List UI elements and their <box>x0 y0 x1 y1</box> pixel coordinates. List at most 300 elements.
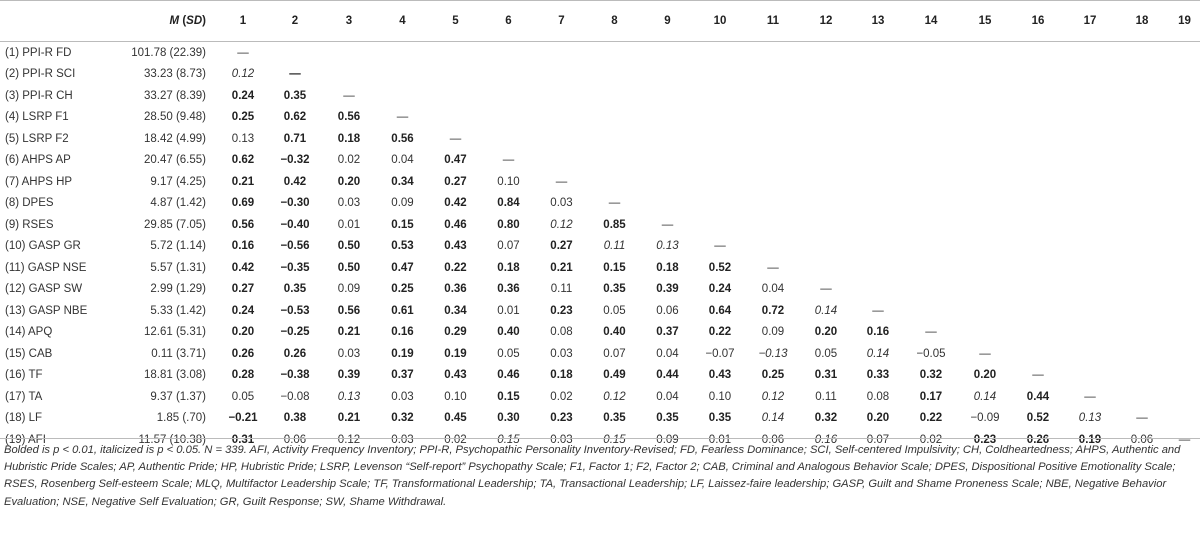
empty-cell <box>958 322 1012 344</box>
correlation-cell: 0.25 <box>391 283 414 296</box>
empty-cell <box>535 150 588 172</box>
correlation-cell: 0.18 <box>550 369 573 382</box>
correlation-cell: −0.13 <box>758 347 788 360</box>
correlation-cell: 0.11 <box>815 390 837 403</box>
empty-cell <box>1012 128 1064 150</box>
header-col-2: 2 <box>291 15 299 27</box>
empty-cell <box>1116 64 1168 86</box>
correlation-cell: 0.40 <box>603 326 626 339</box>
correlation-cell: 0.43 <box>444 369 467 382</box>
header-col-13: 13 <box>871 15 885 27</box>
header-col-1: 1 <box>239 15 247 27</box>
correlation-cell: 0.05 <box>497 347 520 360</box>
empty-cell <box>746 107 800 129</box>
correlation-cell: 0.20 <box>973 369 997 382</box>
header-col-17: 17 <box>1083 15 1097 27</box>
empty-cell <box>904 150 958 172</box>
correlation-cell: 0.32 <box>919 369 943 382</box>
correlation-cell: 0.26 <box>231 347 255 360</box>
empty-cell <box>904 107 958 129</box>
correlation-cell: 0.02 <box>444 433 467 446</box>
empty-cell <box>1116 42 1168 64</box>
empty-cell <box>1168 279 1200 301</box>
correlation-cell: 0.29 <box>444 326 467 339</box>
diagonal-cell: — <box>1136 412 1148 425</box>
correlation-cell: 0.16 <box>814 433 838 446</box>
row-mean-sd: 20.47 (6.55) <box>143 154 206 167</box>
empty-cell <box>1168 193 1200 215</box>
empty-cell <box>958 171 1012 193</box>
correlation-cell: 0.46 <box>497 369 520 382</box>
empty-cell <box>800 42 852 64</box>
empty-cell <box>746 171 800 193</box>
correlation-cell: 0.15 <box>497 390 520 403</box>
empty-cell <box>1168 107 1200 129</box>
correlation-cell: 0.37 <box>656 326 679 339</box>
empty-cell <box>694 214 746 236</box>
correlation-cell: 0.38 <box>283 412 307 425</box>
empty-cell <box>852 150 904 172</box>
empty-cell <box>746 193 800 215</box>
empty-cell <box>800 107 852 129</box>
empty-cell <box>746 214 800 236</box>
row-label: (18) LF <box>5 412 43 425</box>
diagonal-cell: — <box>555 175 568 188</box>
table-row <box>0 257 1200 279</box>
table-row <box>0 279 1200 301</box>
correlation-cell: 0.69 <box>231 197 255 210</box>
note-divider <box>0 438 1200 439</box>
empty-cell <box>1012 279 1064 301</box>
row-mean-sd: 11.57 (10.38) <box>138 433 206 446</box>
empty-cell <box>958 193 1012 215</box>
empty-cell <box>746 236 800 258</box>
row-mean-sd: 12.61 (5.31) <box>143 326 206 339</box>
empty-cell <box>588 107 641 129</box>
correlation-cell: 0.20 <box>231 326 255 339</box>
empty-cell <box>641 150 694 172</box>
empty-cell <box>694 85 746 107</box>
correlation-cell: 0.56 <box>231 218 255 231</box>
row-mean-sd: 5.72 (1.14) <box>150 240 206 253</box>
row-mean-sd: 5.57 (1.31) <box>150 261 206 274</box>
header-col-8: 8 <box>611 15 618 27</box>
correlation-cell: 0.22 <box>708 326 732 339</box>
correlation-cell: 0.44 <box>656 369 679 382</box>
table-row <box>0 343 1200 365</box>
correlation-cell: 0.25 <box>231 111 255 124</box>
empty-cell <box>1168 343 1200 365</box>
row-label: (4) LSRP F1 <box>5 111 69 124</box>
correlation-cell: 0.12 <box>603 390 626 403</box>
correlation-cell: 0.40 <box>497 326 520 339</box>
correlation-cell: 0.31 <box>814 369 838 382</box>
empty-cell <box>958 42 1012 64</box>
empty-cell <box>1116 365 1168 387</box>
empty-cell <box>1116 214 1168 236</box>
empty-cell <box>641 42 694 64</box>
correlation-cell: 0.26 <box>1026 433 1050 446</box>
correlation-cell: 0.72 <box>761 304 785 317</box>
empty-cell <box>1168 85 1200 107</box>
empty-cell <box>482 42 535 64</box>
correlation-cell: −0.08 <box>280 390 310 403</box>
correlation-cell: 0.02 <box>337 154 361 167</box>
correlation-cell: 0.14 <box>814 304 838 317</box>
empty-cell <box>641 107 694 129</box>
row-mean-sd: 18.42 (4.99) <box>143 132 206 145</box>
empty-cell <box>1168 150 1200 172</box>
correlation-cell: 0.49 <box>603 369 626 382</box>
correlation-cell: 0.12 <box>761 390 785 403</box>
empty-cell <box>746 150 800 172</box>
empty-cell <box>588 64 641 86</box>
empty-cell <box>1168 128 1200 150</box>
empty-cell <box>1012 85 1064 107</box>
row-mean-sd: 18.81 (3.08) <box>143 369 206 382</box>
empty-cell <box>800 193 852 215</box>
empty-cell <box>1064 193 1116 215</box>
correlation-cell: 0.64 <box>708 304 732 317</box>
row-label: (11) GASP NSE <box>5 261 87 274</box>
empty-cell <box>429 64 482 86</box>
row-mean-sd: 101.78 (22.39) <box>131 46 206 59</box>
header-col-14: 14 <box>924 15 938 27</box>
empty-cell <box>1064 128 1116 150</box>
row-mean-sd: 9.17 (4.25) <box>150 175 206 188</box>
empty-cell <box>852 107 904 129</box>
empty-cell <box>1116 107 1168 129</box>
empty-cell <box>852 171 904 193</box>
empty-cell <box>641 193 694 215</box>
table-row <box>0 408 1200 430</box>
empty-cell <box>746 128 800 150</box>
correlation-cell: 0.03 <box>337 347 361 360</box>
empty-cell <box>429 85 482 107</box>
correlation-cell: 0.16 <box>231 240 255 253</box>
diagonal-cell: — <box>925 326 937 339</box>
correlation-cell: 0.22 <box>919 412 943 425</box>
empty-cell <box>1168 257 1200 279</box>
empty-cell <box>535 85 588 107</box>
empty-cell <box>641 85 694 107</box>
correlation-cell: −0.21 <box>228 412 258 425</box>
correlation-cell: 0.50 <box>337 240 361 253</box>
table-row <box>0 64 1200 86</box>
empty-cell <box>1116 150 1168 172</box>
correlation-cell: 0.45 <box>444 412 467 425</box>
empty-cell <box>588 150 641 172</box>
header-col-15: 15 <box>978 15 992 27</box>
correlation-cell: 0.19 <box>391 347 414 360</box>
empty-cell <box>904 279 958 301</box>
empty-cell <box>588 128 641 150</box>
empty-cell <box>1064 64 1116 86</box>
empty-cell <box>800 150 852 172</box>
correlation-cell: 0.34 <box>444 304 467 317</box>
row-label: (19) AFI <box>5 433 46 446</box>
empty-cell <box>376 85 429 107</box>
table-row <box>0 322 1200 344</box>
empty-cell <box>1168 42 1200 64</box>
correlation-cell: 0.52 <box>708 261 732 274</box>
empty-cell <box>1064 257 1116 279</box>
empty-cell <box>800 236 852 258</box>
correlation-cell: 0.13 <box>337 390 361 403</box>
correlation-cell: 0.35 <box>603 283 626 296</box>
correlation-cell: −0.07 <box>705 347 735 360</box>
empty-cell <box>1064 322 1116 344</box>
empty-cell <box>904 300 958 322</box>
correlation-cell: 0.09 <box>391 197 414 210</box>
correlation-cell: 0.10 <box>708 390 732 403</box>
empty-cell <box>429 42 482 64</box>
correlation-cell: 0.14 <box>761 412 785 425</box>
correlation-cell: 0.15 <box>391 218 414 231</box>
correlation-cell: 0.20 <box>337 175 361 188</box>
correlation-cell: 0.42 <box>444 197 467 210</box>
empty-cell <box>1064 150 1116 172</box>
empty-cell <box>694 150 746 172</box>
empty-cell <box>322 42 376 64</box>
empty-cell <box>958 214 1012 236</box>
correlation-cell: 0.16 <box>391 326 414 339</box>
correlation-cell: 0.35 <box>283 283 307 296</box>
empty-cell <box>746 42 800 64</box>
correlation-cell: 0.18 <box>337 132 361 145</box>
empty-cell <box>535 42 588 64</box>
correlation-cell: 0.04 <box>391 154 414 167</box>
row-mean-sd: 28.50 (9.48) <box>143 111 206 124</box>
empty-cell <box>958 236 1012 258</box>
empty-cell <box>1168 64 1200 86</box>
empty-cell <box>1064 85 1116 107</box>
correlation-cell: 0.19 <box>444 347 467 360</box>
empty-cell <box>641 128 694 150</box>
header-col-7: 7 <box>558 15 565 27</box>
correlation-cell: 0.35 <box>283 89 307 102</box>
correlation-cell: 0.24 <box>231 89 255 102</box>
correlation-cell: 0.31 <box>231 433 255 446</box>
diagonal-cell: — <box>661 218 674 231</box>
empty-cell <box>376 42 429 64</box>
correlation-cell: 0.12 <box>231 68 255 81</box>
empty-cell <box>694 128 746 150</box>
empty-cell <box>641 64 694 86</box>
correlation-cell: 0.43 <box>444 240 467 253</box>
correlation-cell: 0.61 <box>391 304 414 317</box>
diagonal-cell: — <box>1178 433 1191 446</box>
empty-cell <box>1012 343 1064 365</box>
correlation-cell: 0.15 <box>497 433 520 446</box>
diagonal-cell: — <box>343 89 355 102</box>
empty-cell <box>958 85 1012 107</box>
empty-cell <box>852 193 904 215</box>
correlation-cell: 0.07 <box>603 347 626 360</box>
table-row <box>0 171 1200 193</box>
correlation-cell: 0.03 <box>391 433 414 446</box>
table-row <box>0 214 1200 236</box>
empty-cell <box>588 85 641 107</box>
empty-cell <box>904 214 958 236</box>
empty-cell <box>1064 107 1116 129</box>
row-label: (7) AHPS HP <box>5 175 73 188</box>
empty-cell <box>1116 343 1168 365</box>
empty-cell <box>1116 171 1168 193</box>
correlation-cell: 0.46 <box>444 218 467 231</box>
correlation-cell: 0.04 <box>656 390 679 403</box>
empty-cell <box>746 85 800 107</box>
empty-cell <box>376 64 429 86</box>
correlation-cell: −0.05 <box>916 347 946 360</box>
table-row <box>0 300 1200 322</box>
empty-cell <box>958 300 1012 322</box>
empty-cell <box>904 257 958 279</box>
empty-cell <box>800 171 852 193</box>
empty-cell <box>429 107 482 129</box>
diagonal-cell: — <box>608 197 621 210</box>
empty-cell <box>1064 365 1116 387</box>
row-mean-sd: 0.11 (3.71) <box>151 347 206 360</box>
correlation-cell: 0.23 <box>973 433 997 446</box>
correlation-cell: 0.32 <box>391 412 414 425</box>
empty-cell <box>852 42 904 64</box>
empty-cell <box>1168 322 1200 344</box>
row-mean-sd: 33.27 (8.39) <box>143 89 206 102</box>
empty-cell <box>904 128 958 150</box>
row-mean-sd: 5.33 (1.42) <box>150 304 206 317</box>
correlation-cell: 0.16 <box>866 326 890 339</box>
correlation-cell: 0.26 <box>283 347 307 360</box>
empty-cell <box>1116 300 1168 322</box>
correlation-cell: 0.09 <box>761 326 785 339</box>
correlation-cell: 0.42 <box>231 261 255 274</box>
row-mean-sd: 9.37 (1.37) <box>150 390 206 403</box>
correlation-cell: 0.56 <box>337 304 361 317</box>
correlation-cell: 0.12 <box>337 433 361 446</box>
correlation-cell: 0.10 <box>444 390 467 403</box>
row-label: (13) GASP NBE <box>5 304 88 317</box>
correlation-cell: 0.23 <box>550 412 573 425</box>
empty-cell <box>1064 236 1116 258</box>
empty-cell <box>904 85 958 107</box>
row-label: (9) RSES <box>5 218 54 231</box>
empty-cell <box>482 64 535 86</box>
empty-cell <box>800 85 852 107</box>
table-row <box>0 85 1200 107</box>
empty-cell <box>852 64 904 86</box>
empty-cell <box>1012 236 1064 258</box>
diagonal-cell: — <box>714 240 726 253</box>
correlation-cell: 0.10 <box>497 175 520 188</box>
row-label: (6) AHPS AP <box>5 154 71 167</box>
correlation-cell: 0.27 <box>231 283 255 296</box>
correlation-cell: 0.15 <box>603 261 626 274</box>
empty-cell <box>958 128 1012 150</box>
diagonal-cell: — <box>396 111 409 124</box>
row-label: (15) CAB <box>5 347 53 360</box>
empty-cell <box>482 85 535 107</box>
header-col-12: 12 <box>819 15 833 27</box>
correlation-cell: 0.03 <box>550 433 573 446</box>
diagonal-cell: — <box>289 68 301 81</box>
row-label: (12) GASP SW <box>5 283 83 296</box>
correlation-cell: 0.07 <box>497 240 520 253</box>
correlation-cell: 0.30 <box>497 412 520 425</box>
empty-cell <box>694 42 746 64</box>
empty-cell <box>1168 300 1200 322</box>
correlation-cell: 0.01 <box>497 304 520 317</box>
correlation-cell: −0.53 <box>280 304 310 317</box>
empty-cell <box>958 64 1012 86</box>
empty-cell <box>852 279 904 301</box>
correlation-cell: 0.50 <box>337 261 361 274</box>
correlation-cell: 0.08 <box>866 390 890 403</box>
empty-cell <box>1012 42 1064 64</box>
correlation-cell: 0.11 <box>603 240 626 253</box>
header-col-19: 19 <box>1178 15 1191 27</box>
empty-cell <box>904 236 958 258</box>
correlation-cell: 0.15 <box>603 433 626 446</box>
correlation-cell: 0.02 <box>550 390 573 403</box>
row-label: (3) PPI-R CH <box>5 89 73 102</box>
empty-cell <box>958 107 1012 129</box>
correlation-cell: 0.01 <box>708 433 732 446</box>
correlation-cell: 0.53 <box>391 240 414 253</box>
table-row <box>0 386 1200 408</box>
empty-cell <box>1012 64 1064 86</box>
correlation-cell: 0.08 <box>550 326 573 339</box>
empty-cell <box>1168 408 1200 430</box>
empty-cell <box>694 64 746 86</box>
correlation-cell: 0.27 <box>444 175 467 188</box>
correlation-cell: 0.19 <box>1078 433 1102 446</box>
correlation-cell: 0.52 <box>1026 412 1050 425</box>
correlation-cell: −0.30 <box>280 197 310 210</box>
correlation-cell: 0.27 <box>550 240 573 253</box>
empty-cell <box>1064 300 1116 322</box>
empty-cell <box>1116 193 1168 215</box>
correlation-cell: 0.62 <box>231 154 255 167</box>
row-mean-sd: 2.99 (1.29) <box>150 283 206 296</box>
empty-cell <box>800 128 852 150</box>
correlation-cell: 0.56 <box>391 132 414 145</box>
header-mean-sd: M (SD) <box>169 15 206 27</box>
empty-cell <box>641 171 694 193</box>
empty-cell <box>1168 236 1200 258</box>
correlation-cell: 0.36 <box>497 283 520 296</box>
empty-cell <box>852 236 904 258</box>
empty-cell <box>1064 214 1116 236</box>
row-mean-sd: 4.87 (1.42) <box>150 197 206 210</box>
correlation-cell: −0.25 <box>280 326 310 339</box>
empty-cell <box>1012 171 1064 193</box>
empty-cell <box>1116 386 1168 408</box>
table-note: Bolded is p < 0.01, italicized is p < 0.05. N = 339. AFI, Activity Frequency Inventory; PPI-R, Psychopathic Personality Inventory-Revised; FD, Fearless Dominance; SCI, Self-centered Impulsivity; CH, Coldheartedness; AHPS, Authentic and Hubristic Pride Scales; AP, Authentic Pride; HP, Hubristic Pride; LSRP, Levenson “Self-report” Psychopathy Scale; F1, Factor 1; F2, Factor 2; CAB, Criminal and Analogous Behavior Scale; DPES, Dispositional Positive Emotionality Scale; RSES, Rosenberg Self-esteem Scale; MLQ, Multifactor Leadership Scale; TF, Transformational Leadership; TA, Transactional Leadership; LF, Laissez-faire leadership; GASP, Guilt and Shame Proneness Scale; NBE, Negative Behavior Evaluation; NSE, Negative Self Evaluation; GR, Guilt Response; SW, Shame Withdrawal. <box>4 444 1181 508</box>
correlation-cell: 0.09 <box>656 433 679 446</box>
header-col-6: 6 <box>505 15 512 27</box>
correlation-cell: 0.11 <box>550 283 573 296</box>
empty-cell <box>694 171 746 193</box>
header-col-5: 5 <box>452 15 459 27</box>
empty-cell <box>1012 150 1064 172</box>
correlation-cell: −0.09 <box>970 412 1000 425</box>
header-label-cell <box>0 1 115 42</box>
correlation-cell: 0.24 <box>708 283 732 296</box>
empty-cell <box>322 64 376 86</box>
header-col-16: 16 <box>1031 15 1045 27</box>
correlation-cell: 0.06 <box>1130 433 1154 446</box>
